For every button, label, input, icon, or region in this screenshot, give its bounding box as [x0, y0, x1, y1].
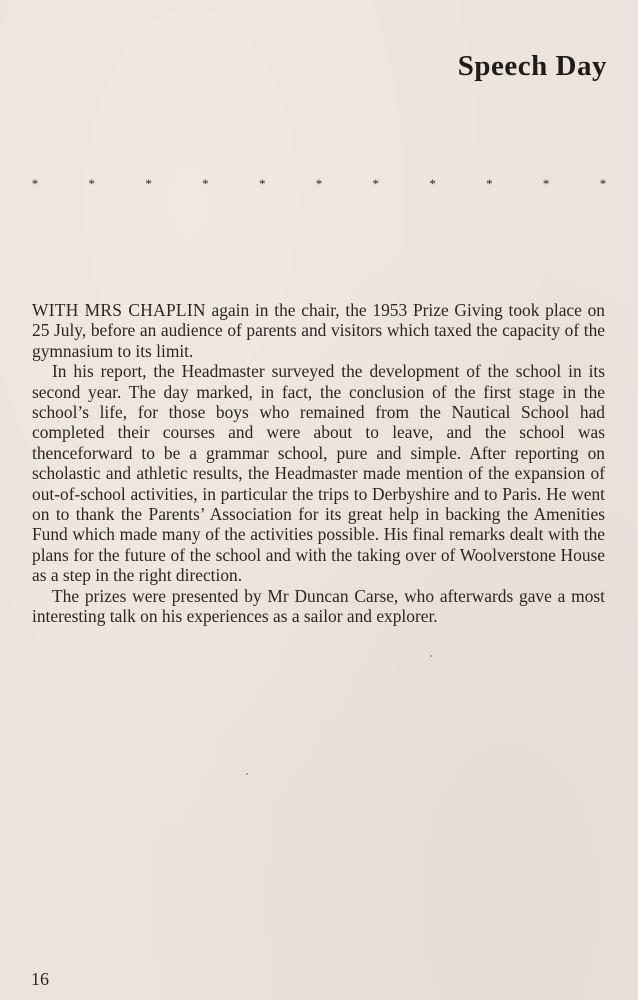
article-body	[32, 300, 605, 627]
page-number: 16	[31, 969, 49, 989]
star-glyph: *	[202, 176, 209, 191]
star-glyph: *	[486, 176, 493, 191]
star-glyph: *	[372, 176, 380, 191]
star-glyph: *	[31, 176, 39, 191]
star-glyph: *	[145, 176, 152, 191]
star-glyph: *	[429, 176, 436, 191]
paper-speck	[430, 655, 432, 657]
paragraph-2: In his report, the Headmaster surveyed the development of the school in its second year. The day marked, in fact, the conclusion of the first stage in the school’s life, for those boys who remained from the Nautical School had completed their courses and were about to leave, and the school was thenceforward to be a grammar school, pure and simple. After reporting on scholastic and athletic results, the Headmaster made mention of the expansion of out-of-school activities, in particular the trips to Derbyshire and to Paris. He went on to thank the Parents’ Association for its great help in backing the Amenities Fund which made many of the activities possible. His final remarks dealt with the plans for the future of the school and with the taking over of Woolverstone House as a step in the right direction.	[32, 361, 605, 586]
lead-in-smallcaps: WITH MRS CHAPLIN	[32, 300, 206, 320]
paper-speck	[246, 773, 248, 775]
star-glyph: *	[258, 176, 266, 191]
paragraph-1	[32, 300, 605, 361]
star-glyph: *	[599, 176, 607, 191]
star-glyph: *	[542, 176, 550, 191]
star-glyph: *	[315, 176, 323, 191]
star-glyph: *	[88, 176, 96, 191]
paragraph-1-text: again in the chair, the 1953 Prize Giving took place on 25 July, before an audience of parents and visitors which taxed the capacity of the gymnasium to its limit.	[32, 300, 605, 361]
page-title: Speech Day	[457, 50, 607, 82]
paragraph-3: The prizes were presented by Mr Duncan Carse, who afterwards gave a most interesting talk on his experiences as a sailor and explorer.	[32, 585, 605, 627]
star-separator	[28, 176, 610, 192]
